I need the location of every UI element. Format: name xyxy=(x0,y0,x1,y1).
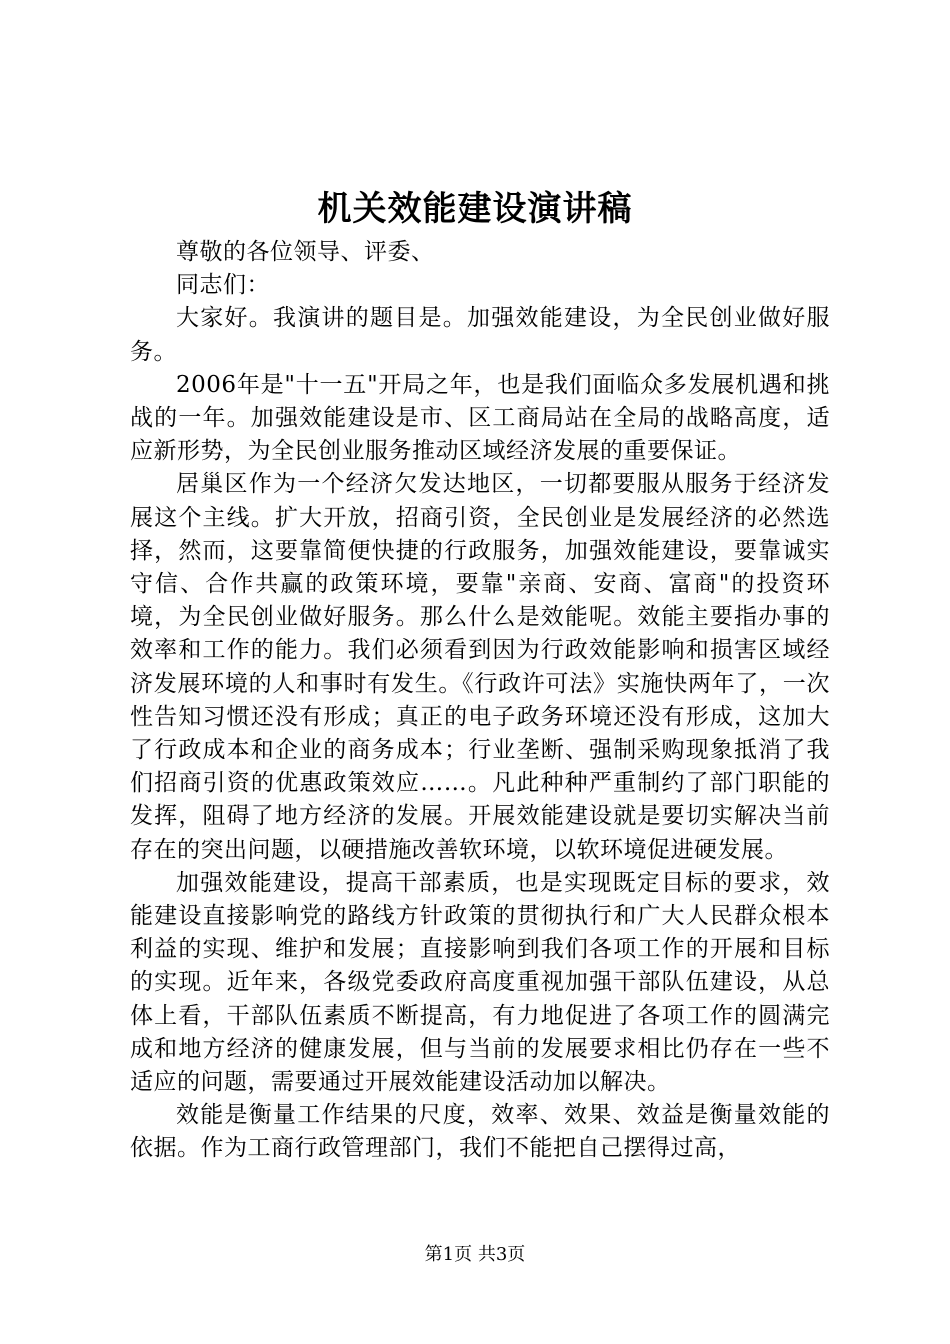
paragraph: 加强效能建设，提高干部素质，也是实现既定目标的要求，效能建设直接影响党的路线方针政策的贯彻执行和广大人民群众根本利益的实现、维护和发展；直接影响到我们各项工作的开展和目标的实现。近年来，各级党委政府高度重视加强干部队伍建设，从总体上看，干部队伍素质不断提高，有力地促进了各项工作的圆满完成和地方经济的健康发展，但与当前的发展要求相比仍存在一些不适应的问题，需要通过开展效能建设活动加以解决。 xyxy=(130,869,830,1096)
salutation-line-2: 同志们： xyxy=(176,272,270,299)
paragraph-greeting: 大家好。我演讲的题目是。加强效能建设，为全民创业做好服务。 xyxy=(130,305,830,365)
document-body xyxy=(130,236,830,1166)
salutation-line-1: 尊敬的各位领导、评委、 xyxy=(176,239,435,265)
paragraph: 居巢区作为一个经济欠发达地区，一切都要服从服务于经济发展这个主线。扩大开放，招商引资，全民创业是发展经济的必然选择，然而，这要靠简便快捷的行政服务，加强效能建设，要靠诚实守信、合作共赢的政策环境，要靠"亲商、安商、富商"的投资环境，为全民创业做好服务。那么什么是效能呢。效能主要指办事的效率和工作的能力。我们必须看到因为行政效能影响和损害区域经济发展环境的人和事时有发生。《行政许可法》实施快两年了，一次性告知习惯还没有形成；真正的电子政务环境还没有形成，这加大了行政成本和企业的商务成本；行业垄断、强制采购现象抵消了我们招商引资的优惠政策效应……。凡此种种严重制约了部门职能的发挥，阻碍了地方经济的发展。开展效能建设就是要切实解决当前存在的突出问题，以硬措施改善软环境，以软环境促进硬发展。 xyxy=(130,471,830,863)
page-number-footer: 第1页 共3页 xyxy=(424,1244,526,1265)
paragraph: 2006年是"十一五"开局之年，也是我们面临众多发展机遇和挑战的一年。加强效能建设是市、区工商局站在全局的战略高度，适应新形势，为全民创业服务推动区域经济发展的重要保证。 xyxy=(130,371,830,465)
document-title: 机关效能建设演讲稿 xyxy=(317,189,633,229)
paragraph: 效能是衡量工作结果的尺度，效率、效果、效益是衡量效能的依据。作为工商行政管理部门，我们不能把自己摆得过高， xyxy=(130,1102,830,1162)
